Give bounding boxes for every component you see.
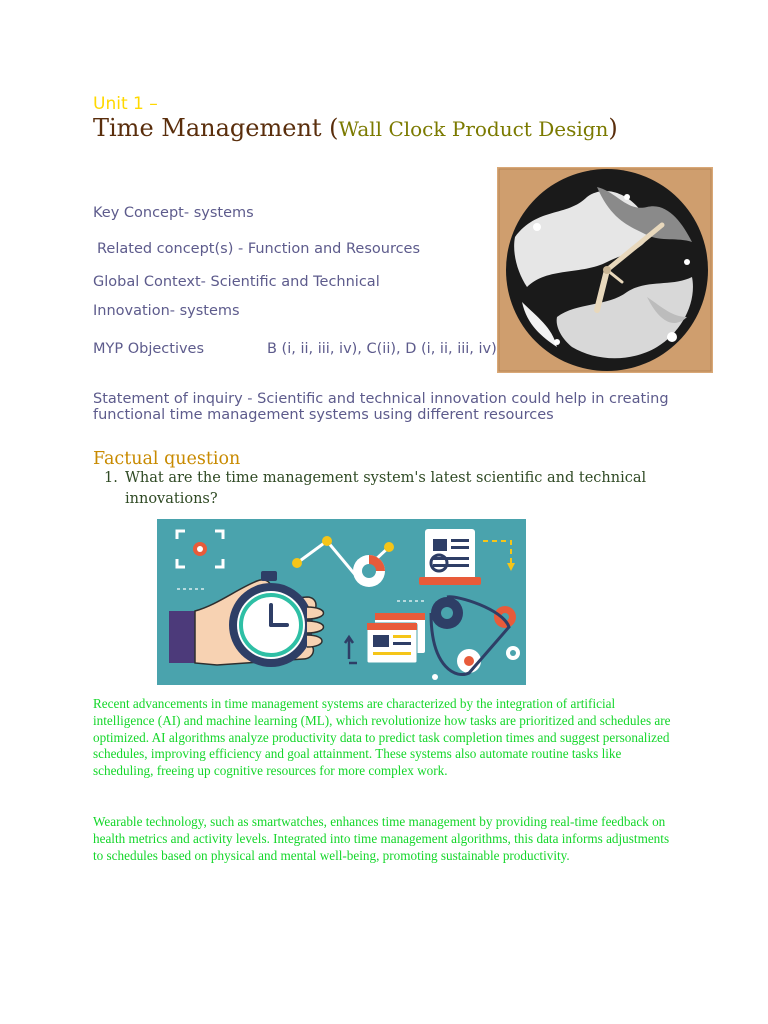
page-title — [93, 114, 618, 142]
title-subtitle: Wall Clock Product Design — [338, 117, 609, 141]
body-paragraph-1: Recent advancements in time management systems are characterized by the integration of artificial intelligence (AI) and machine learning (ML), which revolutionize how tasks are prioritized and schedules are optimized. AI algorithms analyze productivity data to predict task completion times and suggest personalized schedules, improving efficiency and goal attainment. These systems also automate routine tasks like scheduling, freeing up cognitive resources for more complex work. — [93, 696, 671, 779]
factual-question-heading: Factual question — [93, 449, 241, 469]
key-concept: Key Concept- systems — [93, 205, 254, 221]
myp-objectives-value: B (i, ii, iii, iv), C(ii), D (i, ii, iii, iv) — [267, 341, 497, 357]
wall-clock-photo — [497, 167, 713, 373]
factual-question-item — [104, 468, 664, 510]
global-context-line1: Global Context- Scientific and Technical — [93, 274, 380, 290]
myp-objectives — [93, 341, 513, 358]
body-paragraph-2: Wearable technology, such as smartwatches, enhances time management by providing real-time feedback on health metrics and activity levels. Integrated into time management algorithms, this data informs adjustments to schedules based on physical and mental well-being, promoting sustainable productivity. — [93, 814, 670, 863]
title-close-paren: ) — [608, 114, 618, 142]
unit-label: Unit 1 – — [93, 94, 158, 114]
browser-window-icon — [367, 613, 425, 663]
related-concepts: Related concept(s) - Function and Resources — [97, 241, 421, 257]
document-icon — [419, 529, 481, 585]
global-context-line2: Innovation- systems — [93, 303, 240, 319]
title-main: Time Management ( — [93, 114, 339, 142]
myp-objectives-label: MYP Objectives — [93, 341, 205, 357]
question-number: 1. — [104, 470, 118, 486]
question-text: What are the time management system's latest scientific and technical innovations? — [125, 470, 647, 507]
time-management-illustration — [157, 519, 526, 685]
statement-of-inquiry: Statement of inquiry - Scientific and technical innovation could help in creating functional time management systems using different resources — [93, 391, 669, 423]
